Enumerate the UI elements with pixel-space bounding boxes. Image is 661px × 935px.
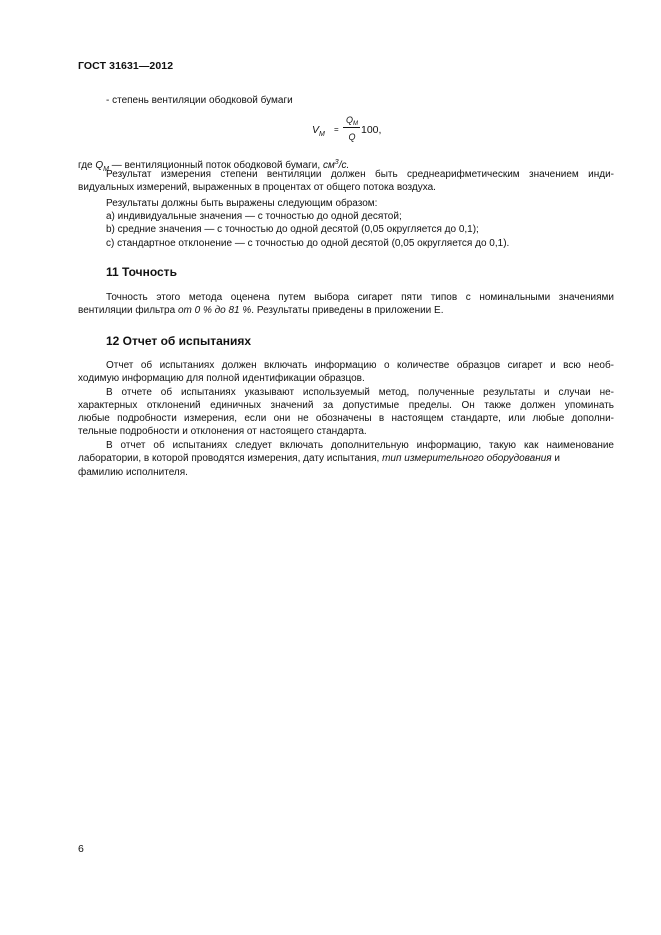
formula-tail: 100, xyxy=(361,124,382,136)
list-item-c: c) стандартное отклонение — с точностью до одной десятой (0,05 округляется до 0,1). xyxy=(106,238,510,249)
section-12-p2-line-4: тельные подробности и отклонения от настоящего стандарта. xyxy=(78,426,367,437)
section-11-line-2: вентиляции фильтра от 0 % до 81 %. Результаты приведены в приложении Е. xyxy=(78,305,444,316)
section-12-p1-line-2: ходимую информацию для полной идентификации образцов. xyxy=(78,373,365,384)
result-paragraph-line-1: Результат измерения степени вентиляции должен быть среднеарифметическим значением инди- xyxy=(106,169,614,180)
expressed-intro: Результаты должны быть выражены следующим образом: xyxy=(106,198,378,209)
ventilation-formula xyxy=(312,114,402,150)
formula-lhs: $V_M$ xyxy=(312,124,325,138)
list-item-ventilation-degree: - степень вентиляции ободковой бумаги xyxy=(106,95,293,106)
formula-equals: = xyxy=(334,125,339,134)
section-12-p3-line-2: лаборатории, в которой проводятся измерения, дату испытания, тип измерительного оборудования и xyxy=(78,453,560,464)
fraction-bar xyxy=(343,127,360,128)
list-item-a: а) индивидуальные значения — с точностью до одной десятой; xyxy=(106,211,402,222)
section-11-heading: 11 Точность xyxy=(106,265,177,279)
document-header: ГОСТ 31631—2012 xyxy=(78,60,174,72)
list-item-b: b) средние значения — с точностью до одной десятой (0,05 округляется до 0,1); xyxy=(106,224,479,235)
section-12-p2-line-3: любые подробности измерения, если они не обозначены в настоящем стандарте, или любые дополни- xyxy=(78,413,614,424)
section-12-p3-line-1: В отчет об испытаниях следует включать дополнительную информацию, такую как наименование xyxy=(106,440,614,451)
section-11-line-1: Точность этого метода оценена путем выбора сигарет пяти типов с номинальными значениями xyxy=(106,292,614,303)
section-12-heading: 12 Отчет об испытаниях xyxy=(106,334,252,348)
formula-numerator: $Q_M$ xyxy=(345,115,358,127)
formula-denominator: Q xyxy=(348,132,356,142)
section-12-p3-line-3: фамилию исполнителя. xyxy=(78,467,188,478)
page-number: 6 xyxy=(78,843,84,855)
section-12-p1-line-1: Отчет об испытаниях должен включать информацию о количестве образцов сигарет и всю необ- xyxy=(106,360,614,371)
section-12-p2-line-1: В отчете об испытаниях указывают используемый метод, полученные результаты и случаи не- xyxy=(106,387,614,398)
result-paragraph-line-2: видуальных измерений, выраженных в процентах от общего потока воздуха. xyxy=(78,182,436,193)
section-12-p2-line-2: характерных отклонений единичных значений за допустимые пределы. Он также должен упоминать xyxy=(78,400,614,411)
formula-explanation: где $Q_M$ — вентиляционный поток ободковой бумаги, $см^3/с$. xyxy=(78,159,350,173)
